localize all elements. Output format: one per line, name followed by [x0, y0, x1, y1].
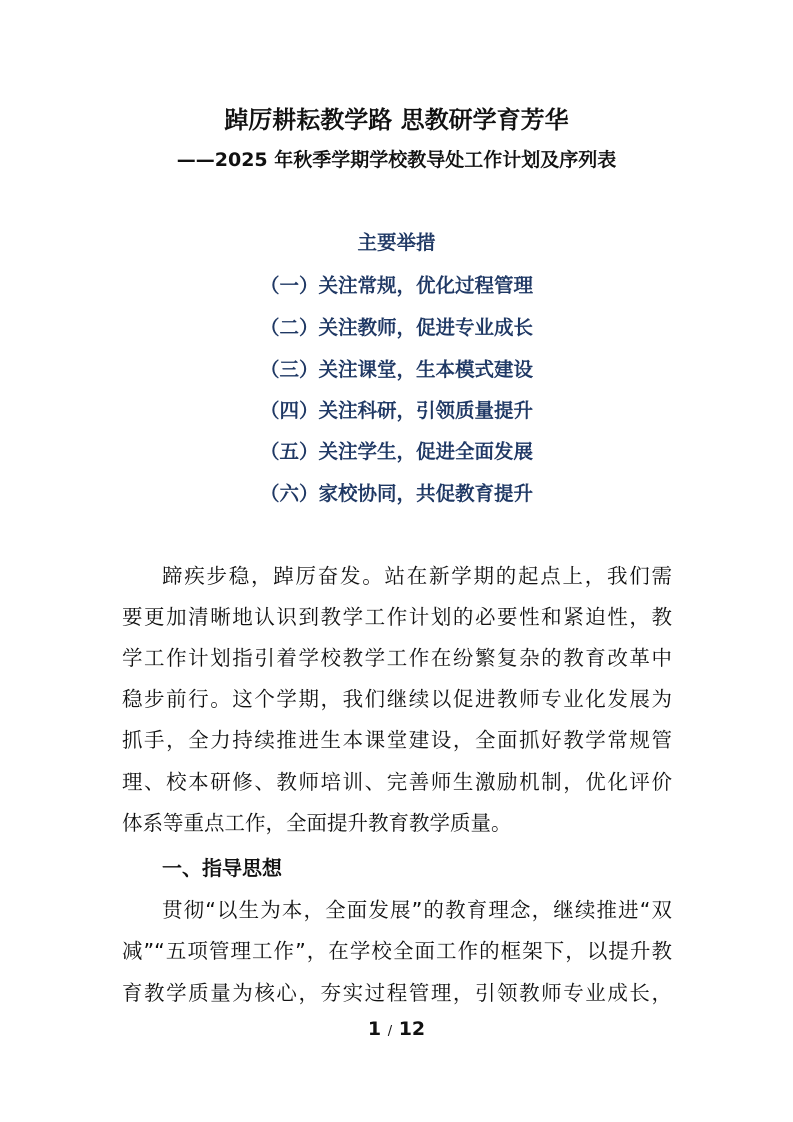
page-separator: /: [387, 1024, 393, 1039]
section-line: 育教学质量为核心，夯实过程管理，引领教师专业成长，: [122, 981, 672, 1005]
section-heading: 一、指导思想: [162, 856, 282, 880]
measure-item: （三）关注课堂，生本模式建设: [259, 358, 533, 381]
page-current: 1: [367, 1018, 382, 1040]
intro-line: 体系等重点工作，全面提升教育教学质量。: [122, 811, 512, 835]
page-total: 12: [398, 1018, 426, 1040]
document-subtitle: ——2025 年秋季学期学校教导处工作计划及序列表: [176, 149, 617, 171]
measure-item: （四）关注科研，引领质量提升: [259, 399, 533, 422]
intro-line: 稳步前行。这个学期，我们继续以促进教师专业化发展为: [122, 687, 672, 711]
section-line: 减”“五项管理工作”，在学校全面工作的框架下，以提升教: [122, 939, 672, 963]
page-number: [0, 1014, 793, 1044]
measure-item: （二）关注教师，促进专业成长: [259, 316, 533, 339]
measure-item: （六）家校协同，共促教育提升: [259, 482, 533, 505]
intro-line: 抓手，全力持续推进生本课堂建设，全面抓好教学常规管: [122, 728, 672, 752]
measure-item: （一）关注常规，优化过程管理: [259, 274, 533, 297]
section-line: 贯彻“以生为本，全面发展”的教育理念，继续推进“双: [162, 898, 672, 922]
measures-heading: 主要举措: [357, 231, 436, 254]
intro-line: 理、校本研修、教师培训、完善师生激励机制，优化评价: [122, 770, 672, 794]
intro-line: 要更加清晰地认识到教学工作计划的必要性和紧迫性，教: [122, 605, 672, 629]
document-title: 踔厉耕耘教学路 思教研学育芳华: [224, 106, 569, 134]
intro-line: 学工作计划指引着学校教学工作在纷繁复杂的教育改革中: [122, 646, 672, 670]
measure-item: （五）关注学生，促进全面发展: [259, 440, 533, 463]
intro-line: 蹄疾步稳，踔厉奋发。站在新学期的起点上，我们需: [162, 564, 672, 588]
